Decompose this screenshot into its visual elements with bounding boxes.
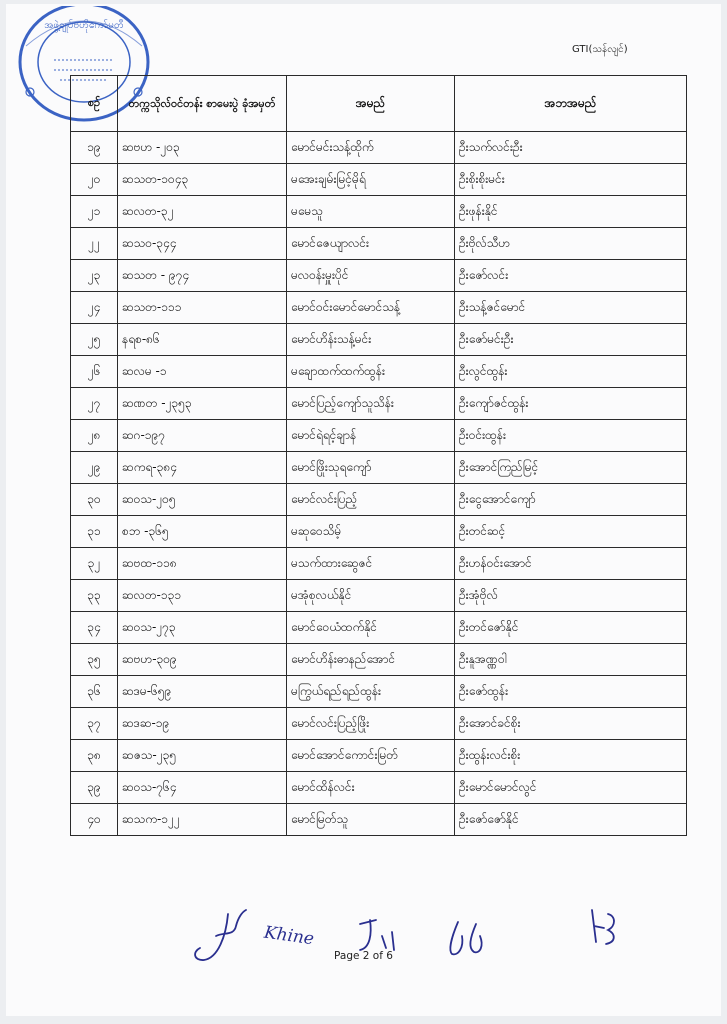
serial-no-cell: ၃၆ xyxy=(71,676,118,708)
name-cell: မမေသူ xyxy=(287,196,455,228)
serial-no-cell: ၂၉ xyxy=(71,452,118,484)
table-row xyxy=(71,772,687,804)
table-row xyxy=(71,388,687,420)
name-cell: မအေးချမ်းမြင့်မိုရ် xyxy=(287,164,455,196)
exam-roll-no-cell: ဆဒမ-၆၅၉ xyxy=(118,676,287,708)
name-cell: မောင်ဇေယျာလင်း xyxy=(287,228,455,260)
header-name: အမည် xyxy=(287,76,455,132)
serial-no-cell: ၃၀ xyxy=(71,484,118,516)
name-cell: မောင်ဝေယံထက်နိုင် xyxy=(287,612,455,644)
serial-no-cell: ၂၃ xyxy=(71,260,118,292)
exam-roll-no-cell: ဆဒဆ-၁၉ xyxy=(118,708,287,740)
table-header-row xyxy=(71,76,687,132)
father-name-cell: ဦးအောင်ခင်စိုး xyxy=(455,708,687,740)
name-cell: မောင်ဝင်းမောင်မောင်သန့် xyxy=(287,292,455,324)
father-name-cell: ဦးဝင်းထွန်း xyxy=(455,420,687,452)
table-row xyxy=(71,420,687,452)
exam-roll-no-cell: ဆလမ -၁ xyxy=(118,356,287,388)
exam-roll-no-cell: ဆကရ-၃၈၄ xyxy=(118,452,287,484)
table-row xyxy=(71,164,687,196)
table-row xyxy=(71,516,687,548)
exam-roll-no-cell: ဆဗဟ-၃၀၉ xyxy=(118,644,287,676)
serial-no-cell: ၁၉ xyxy=(71,132,118,164)
serial-no-cell: ၂၈ xyxy=(71,420,118,452)
name-cell: မသက်ထားဆွေဇင် xyxy=(287,548,455,580)
name-cell: မောင်ဟိန်းသန့်မင်း xyxy=(287,324,455,356)
exam-roll-no-cell: ဆလတ-၁၃၁ xyxy=(118,580,287,612)
name-cell: မအုံစုလယ်နိုင် xyxy=(287,580,455,612)
father-name-cell: ဦးအောင်ကြည်မြင့် xyxy=(455,452,687,484)
name-cell: မောင်ပြည့်ကျော်သူသိန်း xyxy=(287,388,455,420)
exam-roll-no-cell: စဘ -၃၆၅ xyxy=(118,516,287,548)
table-row xyxy=(71,804,687,836)
table-body xyxy=(71,132,687,836)
name-cell: မချောထက်ထက်ထွန်း xyxy=(287,356,455,388)
name-cell: မောင်မင်းသန့်ထိုက် xyxy=(287,132,455,164)
serial-no-cell: ၂၇ xyxy=(71,388,118,420)
exam-roll-no-cell: ဆလတ-၃၂ xyxy=(118,196,287,228)
name-cell: မောင်ထိန်လင်း xyxy=(287,772,455,804)
father-name-cell: ဦးအုံဗိုလ် xyxy=(455,580,687,612)
serial-no-cell: ၂၅ xyxy=(71,324,118,356)
serial-no-cell: ၂၁ xyxy=(71,196,118,228)
document-page xyxy=(6,4,721,1016)
exam-roll-no-cell: နရစ-၈၆ xyxy=(118,324,287,356)
table-row xyxy=(71,644,687,676)
father-name-cell: ဦးဇော်ဇော်နိုင် xyxy=(455,804,687,836)
father-name-cell: ဦးဇော်လင်း xyxy=(455,260,687,292)
father-name-cell: ဦးစိုးစိုးမင်း xyxy=(455,164,687,196)
serial-no-cell: ၂၀ xyxy=(71,164,118,196)
name-cell: မဆုဝေသိမ့် xyxy=(287,516,455,548)
table-row xyxy=(71,356,687,388)
table-row xyxy=(71,612,687,644)
name-cell: မောင်ဟိန်းဓာနည်အောင် xyxy=(287,644,455,676)
table-row xyxy=(71,580,687,612)
father-name-cell: ဦးဗိုလ်သီဟ xyxy=(455,228,687,260)
name-cell: မောင်လင်းပြည့် xyxy=(287,484,455,516)
signature-5 xyxy=(592,910,614,944)
header-serial-no: စဥ် xyxy=(71,76,118,132)
header-reference: GTI(သန်လျင်) xyxy=(572,44,628,55)
table-row xyxy=(71,292,687,324)
serial-no-cell: ၃၃ xyxy=(71,580,118,612)
header-father-name: အဘအမည် xyxy=(455,76,687,132)
father-name-cell: ဦးဖုန်းနိုင် xyxy=(455,196,687,228)
exam-roll-no-cell: ဆဂ-၁၉၇ xyxy=(118,420,287,452)
father-name-cell: ဦးနူအဏ္ဏဝါ xyxy=(455,644,687,676)
table-row xyxy=(71,452,687,484)
serial-no-cell: ၃၇ xyxy=(71,708,118,740)
father-name-cell: ဦးတင်ဇော်နိုင် xyxy=(455,612,687,644)
serial-no-cell: ၂၆ xyxy=(71,356,118,388)
serial-no-cell: ၃၁ xyxy=(71,516,118,548)
exam-roll-no-cell: ဆသတ-၁၁၁ xyxy=(118,292,287,324)
signature-3 xyxy=(360,920,394,950)
student-roster-table xyxy=(70,75,687,836)
exam-roll-no-cell: ဆဝသ-၇၆၄ xyxy=(118,772,287,804)
table-row xyxy=(71,708,687,740)
table-row xyxy=(71,740,687,772)
father-name-cell: ဦးငွေအောင်ကျော် xyxy=(455,484,687,516)
exam-roll-no-cell: ဆဝသ-၂၀၅ xyxy=(118,484,287,516)
father-name-cell: ဦးသန့်ဇင်မောင် xyxy=(455,292,687,324)
header-exam-roll-no: တက္ကသိုလ်ဝင်တန်း စာမေးပွဲ ခုံအမှတ် xyxy=(118,76,287,132)
serial-no-cell: ၄၀ xyxy=(71,804,118,836)
name-cell: မောင်မြတ်သူ xyxy=(287,804,455,836)
table-row xyxy=(71,324,687,356)
page-number: Page 2 of 6 xyxy=(334,950,393,962)
father-name-cell: ဦးတင်ဆင့် xyxy=(455,516,687,548)
exam-roll-no-cell: ဆဝသ-၂၇၃ xyxy=(118,612,287,644)
table-row xyxy=(71,484,687,516)
serial-no-cell: ၃၅ xyxy=(71,644,118,676)
table-row xyxy=(71,260,687,292)
svg-text:အဖွဲ့ချုပ်ဗဟိုကော်မတီ: အဖွဲ့ချုပ်ဗဟိုကော်မတီ xyxy=(44,20,124,31)
name-cell: မောင်အောင်ကောင်းမြတ် xyxy=(287,740,455,772)
name-cell: မလဝန်းမှူးပိုင် xyxy=(287,260,455,292)
name-cell: မောင်ရဲရင့်ချာန် xyxy=(287,420,455,452)
exam-roll-no-cell: ဆသက-၁၂၂ xyxy=(118,804,287,836)
table-row xyxy=(71,228,687,260)
signature-2: Khine xyxy=(262,922,316,950)
father-name-cell: ဦးဇော်မင်းဦး xyxy=(455,324,687,356)
father-name-cell: ဦးမောင်မောင်လွင် xyxy=(455,772,687,804)
table-row xyxy=(71,676,687,708)
serial-no-cell: ၂၂ xyxy=(71,228,118,260)
table-row xyxy=(71,548,687,580)
father-name-cell: ဦးကျော်ဇင်ထွန်း xyxy=(455,388,687,420)
table-row xyxy=(71,196,687,228)
exam-roll-no-cell: ဆသတ - ၉၇၄ xyxy=(118,260,287,292)
serial-no-cell: ၃၂ xyxy=(71,548,118,580)
exam-roll-no-cell: ဆဇသ-၂၃၅ xyxy=(118,740,287,772)
name-cell: မောင်လင်းပြည့်ဖြိုး xyxy=(287,708,455,740)
father-name-cell: ဦးဇော်ထွန်း xyxy=(455,676,687,708)
table-row xyxy=(71,132,687,164)
exam-roll-no-cell: ဆဗထ-၁၁၈ xyxy=(118,548,287,580)
name-cell: မကြွယ်ရည်ရည်ထွန်း xyxy=(287,676,455,708)
serial-no-cell: ၃၈ xyxy=(71,740,118,772)
father-name-cell: ဦးလွင်ထွန်း xyxy=(455,356,687,388)
serial-no-cell: ၃၄ xyxy=(71,612,118,644)
exam-roll-no-cell: ဆသဝ-၃၄၄ xyxy=(118,228,287,260)
exam-roll-no-cell: ဆသတ-၁၀၄၃ xyxy=(118,164,287,196)
father-name-cell: ဦးဟန်ဝင်းအောင် xyxy=(455,548,687,580)
father-name-cell: ဦးထွန်းလင်းစိုး xyxy=(455,740,687,772)
exam-roll-no-cell: ဆဗဟ -၂၀၃ xyxy=(118,132,287,164)
serial-no-cell: ၃၉ xyxy=(71,772,118,804)
name-cell: မောင်ဖြိုးသုရကျော် xyxy=(287,452,455,484)
father-name-cell: ဦးသက်လင်းဦး xyxy=(455,132,687,164)
exam-roll-no-cell: ဆဏတ -၂၃၅၃ xyxy=(118,388,287,420)
serial-no-cell: ၂၄ xyxy=(71,292,118,324)
